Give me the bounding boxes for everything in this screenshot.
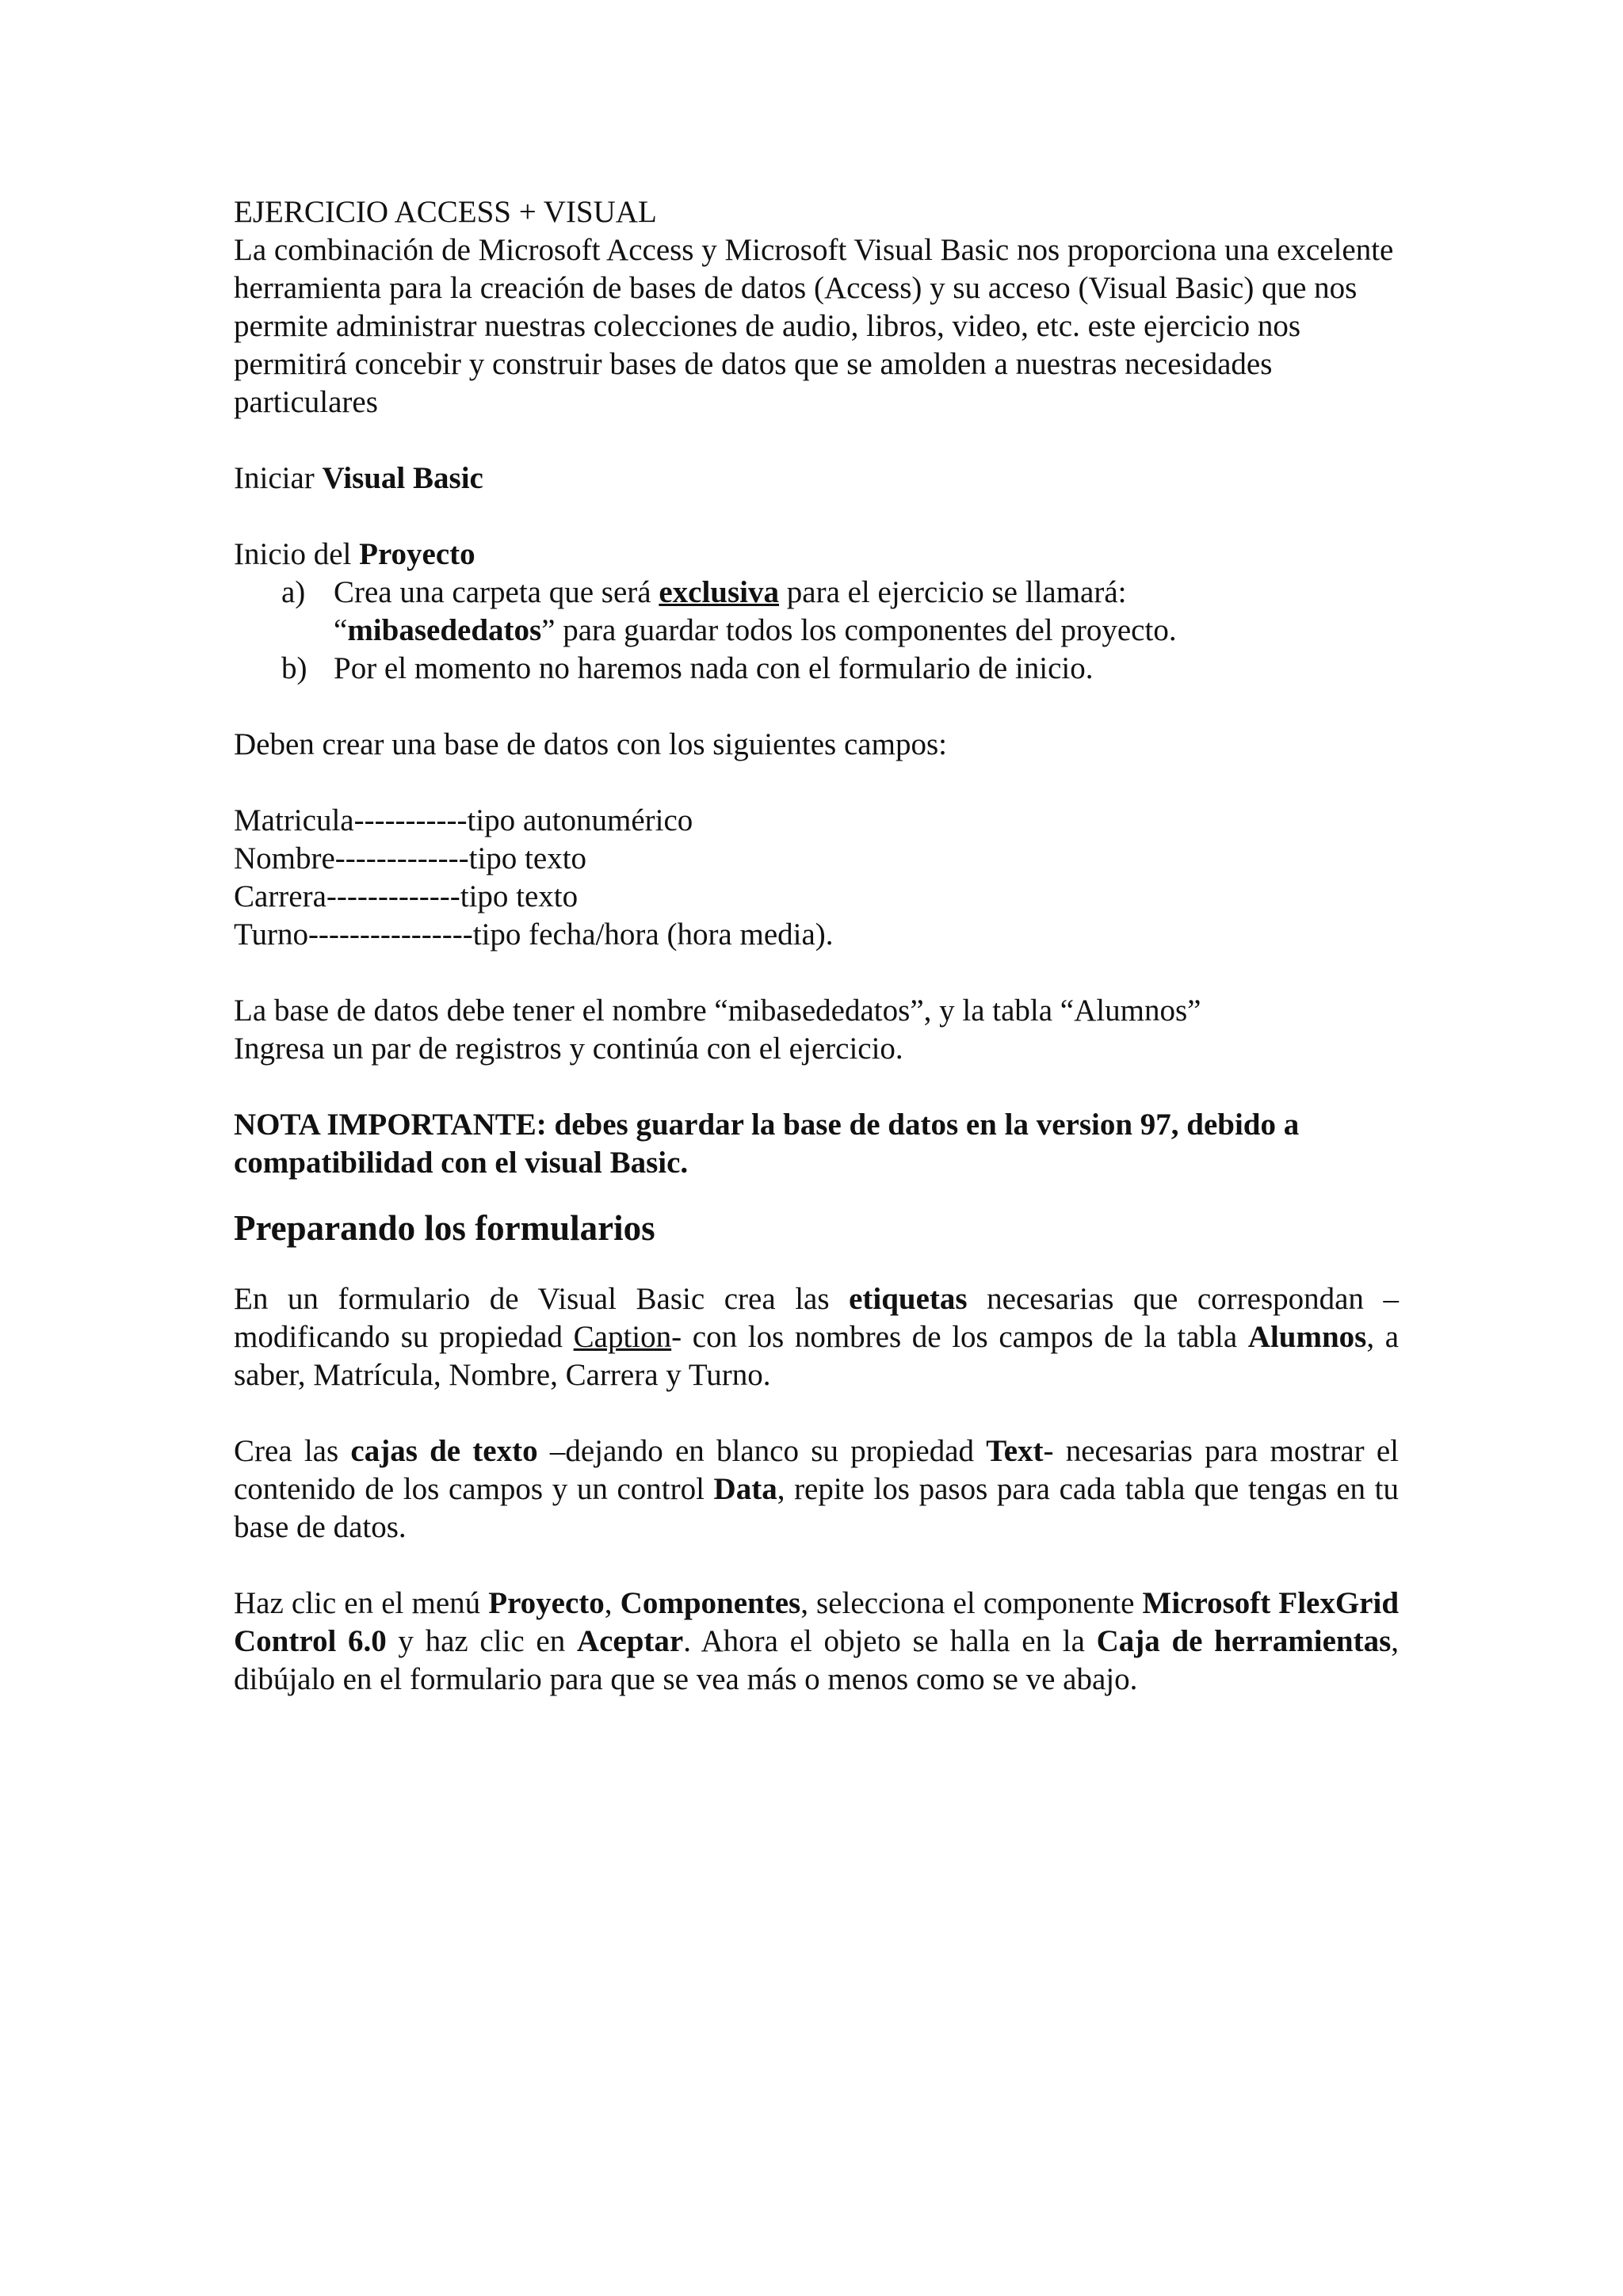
text-run: , repite los pasos para cada tabla que tengas en tu base de datos. — [234, 1472, 1400, 1544]
text-run: Haz clic en el menú — [234, 1586, 489, 1620]
spacer — [234, 1547, 1399, 1585]
text-run: para el ejercicio se llamará: — [779, 575, 1127, 609]
text-run: - con los nombres de los campos de la tabla — [671, 1320, 1248, 1354]
spacer — [234, 1182, 1399, 1204]
emphasis-exclusiva: exclusiva — [659, 575, 780, 609]
start-vb-line — [234, 460, 1399, 498]
text-run: ” para guardar todos los componentes del proyecto. — [541, 613, 1177, 647]
field-line: Carrera-------------tipo texto — [234, 879, 579, 913]
text-run: En un formulario de Visual Basic crea las — [234, 1282, 850, 1316]
project-bold: Proyecto — [359, 537, 475, 571]
spacer — [234, 688, 1399, 726]
list-marker: b) — [281, 651, 307, 685]
text-run: , selecciona el componente — [800, 1586, 1143, 1620]
emphasis: etiquetas — [849, 1282, 968, 1316]
folder-name: mibasededatos — [347, 613, 542, 647]
emphasis: Componentes — [620, 1586, 801, 1620]
text-run: Crea una carpeta que será — [334, 575, 659, 609]
emphasis: Microsoft FlexGrid Control 6.0 — [234, 1586, 1400, 1658]
spacer — [234, 498, 1399, 536]
important-note: NOTA IMPORTANTE: debes guardar la base de datos en la version 97, debido a compatibilidad con el visual Basic. — [234, 1108, 1300, 1180]
field-line: Turno----------------tipo fecha/hora (hora media). — [234, 917, 834, 952]
steps-list — [281, 574, 1399, 688]
spacer — [234, 764, 1399, 802]
spacer — [234, 1394, 1399, 1432]
start-vb-bold: Visual Basic — [322, 461, 483, 495]
spacer — [234, 1068, 1399, 1106]
paragraph-cajas — [234, 1432, 1399, 1547]
fields-intro: Deben crear una base de datos con los siguientes campos: — [234, 727, 947, 761]
section-heading: Preparando los formularios — [234, 1208, 655, 1248]
emphasis: cajas de texto — [350, 1434, 538, 1468]
text-run: - necesarias para mostrar el contenido de los campos y un control — [234, 1434, 1399, 1506]
spacer — [234, 954, 1399, 992]
caption-term: Caption — [573, 1320, 672, 1354]
emphasis: Data — [713, 1472, 777, 1506]
text-run: y haz clic en — [386, 1624, 577, 1658]
text-run: , — [604, 1586, 621, 1620]
text-run: –dejando en blanco su propiedad — [537, 1434, 987, 1468]
intro-paragraph: La combinación de Microsoft Access y Microsoft Visual Basic nos proporciona una excelente herramienta para la creación de bases de datos (Access) y su acceso (Visual Basic) que nos permite administrar nuestras colecciones de audio, libros, video, etc. este ejercicio nos permitirá concebir y construir bases de datos que se amolden a nuestras necesidades particulares — [234, 233, 1394, 419]
list-item-text — [334, 574, 1399, 650]
text-run: Crea las — [234, 1434, 351, 1468]
table-name: Alumnos — [1247, 1320, 1367, 1354]
list-marker: a) — [281, 575, 306, 609]
spacer — [234, 421, 1399, 460]
records-line: Ingresa un par de registros y continúa con el ejercicio. — [234, 1032, 903, 1066]
project-line — [234, 536, 1399, 574]
paragraph-etiquetas — [234, 1280, 1399, 1394]
emphasis: Proyecto — [488, 1586, 605, 1620]
paragraph-flexgrid — [234, 1585, 1399, 1699]
list-item — [281, 650, 1399, 688]
emphasis: Text — [986, 1434, 1044, 1468]
text-run: . Ahora el objeto se halla en la — [683, 1624, 1097, 1658]
start-vb-prefix: Iniciar — [234, 461, 323, 495]
text-run: , a saber, Matrícula, Nombre, Carrera y Turno. — [234, 1320, 1400, 1392]
field-line: Matricula-----------tipo autonumérico — [234, 803, 693, 837]
list-item-text: Por el momento no haremos nada con el formulario de inicio. — [334, 651, 1094, 685]
field-line: Nombre-------------tipo texto — [234, 841, 587, 875]
db-name-line: La base de datos debe tener el nombre “mibasededatos”, y la tabla “Alumnos” — [234, 994, 1201, 1028]
text-run: , dibújalo en el formulario para que se vea más o menos como se ve abajo. — [234, 1624, 1399, 1696]
document-page — [234, 193, 1399, 1699]
text-run: necesarias que correspondan – modificando su propiedad — [234, 1282, 1399, 1354]
project-prefix: Inicio del — [234, 537, 360, 571]
spacer — [234, 1252, 1399, 1280]
doc-title: EJERCICIO ACCESS + VISUAL — [234, 195, 657, 229]
text-run: “ — [334, 613, 348, 647]
emphasis: Aceptar — [576, 1624, 684, 1658]
emphasis: Caja de herramientas — [1096, 1624, 1392, 1658]
list-item — [281, 574, 1399, 650]
